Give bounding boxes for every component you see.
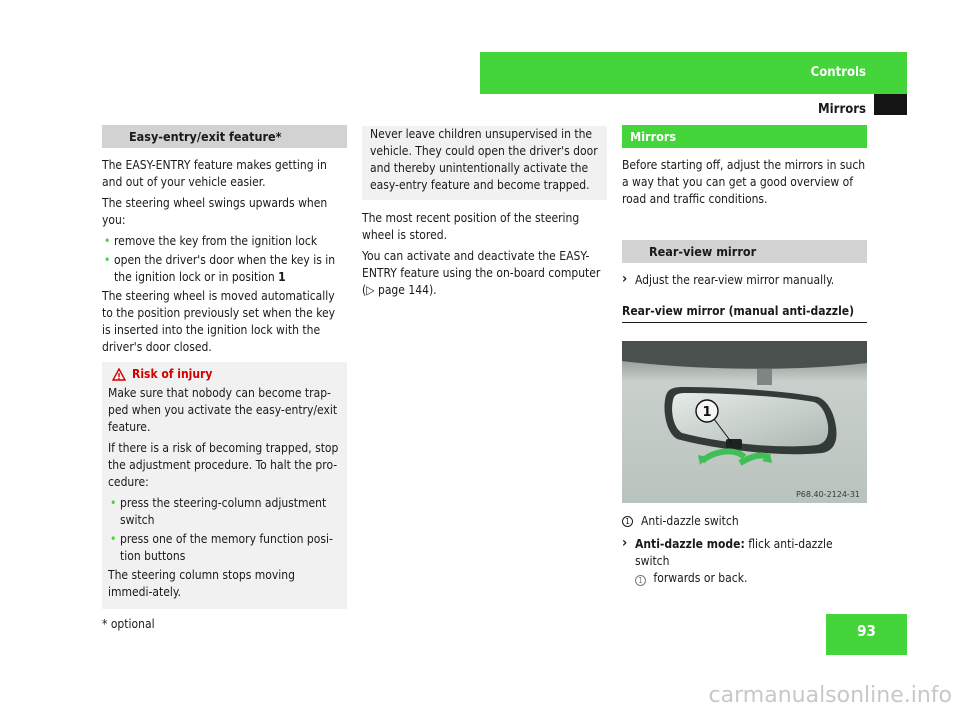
section-title: Controls [810,65,866,80]
easy-entry-activation-text: You can activate and deactivate the EASY-ENTRY feature using the on-board computer (▷ page 144). [362,249,601,297]
inline-callout-number: 1 [635,575,646,586]
easy-entry-intro: The EASY-ENTRY feature makes getting in and out of your vehicle easier. [102,158,327,189]
page-number: 93 [826,614,907,655]
warning-text: Never leave children unsupervised in the vehicle. They could open the driver's door and thereby unintentionally activate the easy-entry feature and become trapped. [370,127,598,192]
middle-column [362,126,607,303]
easy-entry-heading: Easy-entry/exit feature* [102,125,347,148]
watermark: carmanualsonline.info [708,683,952,708]
rear-view-mirror-figure [622,341,867,503]
warning-text: The steering column stops moving immedi-ately. [108,568,295,599]
warning-triangle-icon [112,368,126,381]
mirrors-heading: Mirrors [622,125,867,148]
easy-entry-auto-move: The steering wheel is moved automatically to the position previously set when the key is inserted into the ignition lock with the driver's door closed. [102,289,336,354]
figure-code: P68.40-2124-31 [795,490,860,499]
warning-title: Risk of injury [112,366,341,383]
right-column [622,125,867,591]
easy-entry-condition: The steering wheel swings upwards when you: [102,196,328,227]
steering-stored-text: The most recent position of the steering wheel is stored. [362,211,580,242]
warning-text: If there is a risk of becoming trapped, stop the adjustment procedure. To halt the pro-cedure: [108,441,339,489]
footnote: * optional [102,617,155,631]
position-number: 1 [278,270,286,284]
warning-continuation-box [362,126,607,200]
legend-number: 1 [622,516,633,527]
instruction-step: › Adjust the rear-view mirror manually. [622,272,867,289]
warning-box [102,362,347,609]
figure-callout-label: 1 [702,405,712,420]
figure-legend [622,513,867,530]
instruction-step: › Anti-dazzle mode: flick anti-dazzle switch 1 forwards or back. [622,536,867,587]
section-header-bar [480,52,907,94]
bullet-item: • press the steering-column adjustment switch [108,495,341,529]
bullet-item: • press one of the memory function posi-tion buttons [108,531,341,565]
section-tab-marker [874,94,907,115]
figure-heading: Rear-view mirror (manual anti-dazzle) [622,303,867,323]
rear-view-mirror-heading: Rear-view mirror [622,240,867,263]
subsection-title: Mirrors [818,102,866,117]
page-ref-arrow-icon: ▷ [366,283,375,297]
rear-view-mirror-photo [622,341,867,503]
legend-text: Anti-dazzle switch [641,514,739,528]
bullet-item: • open the driver's door when the key is in the ignition lock or in position 1 [102,252,347,286]
mirrors-intro: Before starting off, adjust the mirrors in such a way that you can get a good overview of road and traffic conditions. [622,158,866,206]
bullet-item: • remove the key from the ignition lock [102,233,347,250]
left-column [102,125,347,609]
warning-text: Make sure that nobody can become trap-ped when you activate the easy-entry/exit feature. [108,386,338,434]
